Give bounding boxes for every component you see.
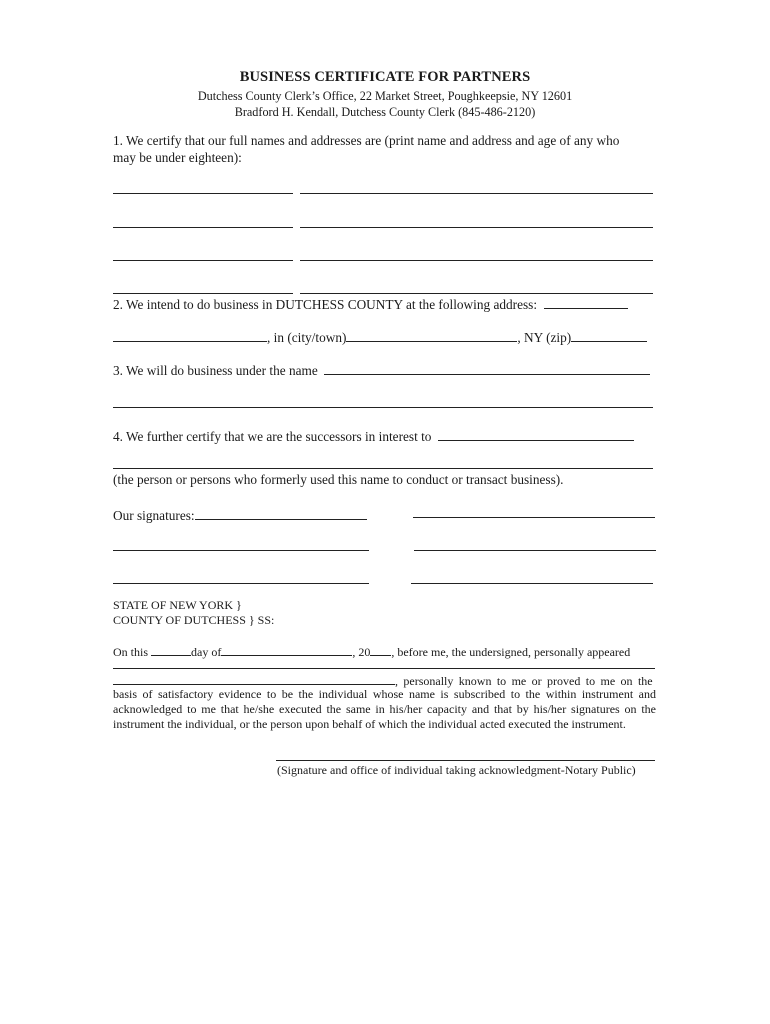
signatures-label: Our signatures:: [113, 508, 195, 523]
signature-field-5[interactable]: [113, 583, 369, 584]
signature-field-4[interactable]: [414, 550, 656, 551]
partner-address-field-1[interactable]: [300, 193, 653, 194]
section2-city-row: [113, 329, 647, 346]
partner-address-field-4[interactable]: [300, 293, 653, 294]
section2-text: [113, 296, 628, 313]
year-field[interactable]: [370, 643, 391, 656]
year-prefix-label: , 20: [352, 645, 371, 659]
predecessor-field-continued[interactable]: [113, 468, 653, 469]
partner-address-field-3[interactable]: [300, 260, 653, 261]
acknowledgment-body-line1: basis of satisfactory evidence to be the individual whose name is subscribed to the within instrument and: [113, 687, 656, 701]
street-address-field[interactable]: [113, 329, 267, 342]
month-field[interactable]: [221, 643, 352, 656]
acknowledgment-body-line2: acknowledged to me that he/she executed the same in his/her capacity and that by his/her signatures on the: [113, 702, 656, 716]
section4-row: [113, 428, 634, 445]
signature-field-2[interactable]: [413, 517, 655, 518]
signatures-row: [113, 507, 367, 524]
state-venue: STATE OF NEW YORK }: [113, 598, 242, 612]
signature-field-6[interactable]: [411, 583, 653, 584]
business-name-field[interactable]: [324, 362, 650, 375]
section3-label: 3. We will do business under the name: [113, 363, 318, 378]
county-venue: COUNTY OF DUTCHESS } SS:: [113, 613, 275, 627]
zip-field[interactable]: [571, 329, 647, 342]
clerk-contact: Bradford H. Kendall, Dutchess County Clerk (845-486-2120): [234, 105, 536, 119]
section2-label: 2. We intend to do business in DUTCHESS COUNTY at the following address:: [113, 297, 538, 312]
appearing-person-field-2[interactable]: [113, 672, 395, 685]
predecessor-field[interactable]: [438, 428, 634, 441]
section3-row: [113, 362, 650, 379]
clerk-office-address: Dutchess County Clerk’s Office, 22 Market Street, Poughkeepsie, NY 12601: [197, 89, 573, 103]
on-this-label: On this: [113, 645, 149, 659]
city-town-field[interactable]: [346, 329, 517, 342]
notary-caption: (Signature and office of individual taking acknowledgment-Notary Public): [277, 763, 636, 777]
section4-label: 4. We further certify that we are the successors in interest to: [113, 429, 432, 444]
signature-field-1[interactable]: [195, 507, 367, 520]
document-title: BUSINESS CERTIFICATE FOR PARTNERS: [239, 69, 531, 85]
day-of-label: day of: [191, 645, 222, 659]
partner-name-field-4[interactable]: [113, 293, 293, 294]
known-text: , personally known to me or proved to me on the: [395, 674, 653, 688]
day-field[interactable]: [151, 643, 191, 656]
city-label: , in (city/town): [267, 330, 347, 345]
section1-text-line1: 1. We certify that our full names and addresses are (print name and address and age of any who: [113, 133, 620, 148]
partner-name-field-2[interactable]: [113, 227, 293, 228]
zip-label: , NY (zip): [517, 330, 572, 345]
acknowledgment-body-line3: instrument the individual, or the person upon behalf of which the individual acted executed the instrument.: [113, 717, 626, 731]
appearing-person-field[interactable]: [113, 668, 655, 669]
signature-field-3[interactable]: [113, 550, 369, 551]
appeared-label: , before me, the undersigned, personally appeared: [391, 645, 631, 659]
acknowledgment-date-row: [113, 643, 630, 660]
section4-note: (the person or persons who formerly used this name to conduct or transact business).: [113, 472, 564, 487]
partner-name-field-3[interactable]: [113, 260, 293, 261]
section1-text-line2: may be under eighteen):: [113, 150, 242, 165]
business-address-field[interactable]: [544, 296, 628, 309]
partner-address-field-2[interactable]: [300, 227, 653, 228]
business-name-field-continued[interactable]: [113, 407, 653, 408]
notary-signature-field[interactable]: [276, 760, 655, 761]
partner-name-field-1[interactable]: [113, 193, 293, 194]
